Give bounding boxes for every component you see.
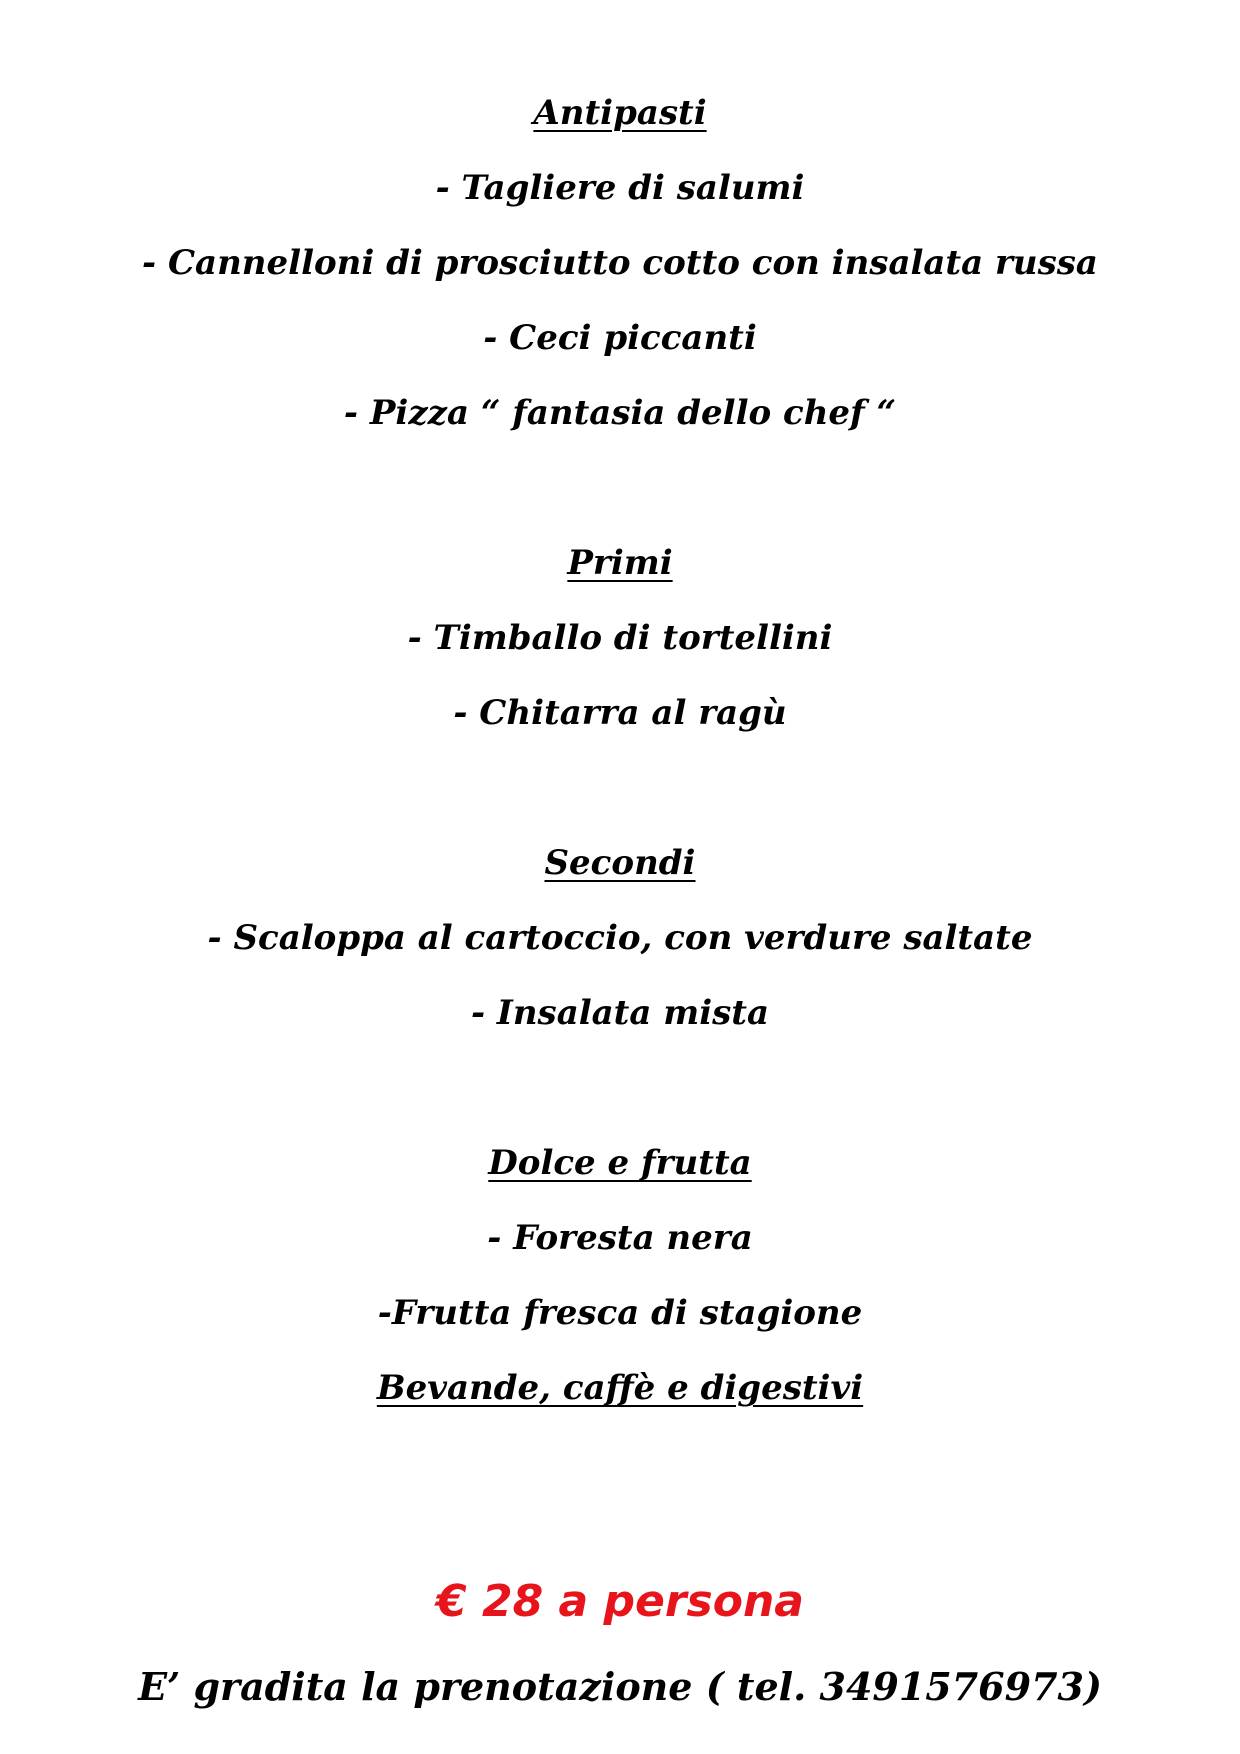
menu-item: - Cannelloni di prosciutto cotto con insalata russa	[142, 243, 1098, 283]
reservation-contact: E’ gradita la prenotazione ( tel. 3491576973)	[138, 1664, 1102, 1709]
section-title-bevande: Bevande, caffè e digestivi	[376, 1368, 864, 1408]
section-title-primi: Primi	[567, 543, 673, 583]
menu-item: - Timballo di tortellini	[407, 618, 833, 658]
section-title-secondi: Secondi	[544, 843, 696, 883]
section-title-antipasti: Antipasti	[533, 93, 707, 133]
menu-item: - Ceci piccanti	[483, 318, 757, 358]
menu-item: - Pizza “ fantasia dello chef “	[343, 393, 897, 433]
section-title-dolce: Dolce e frutta	[488, 1143, 752, 1183]
price-per-person: € 28 a persona	[436, 1576, 804, 1627]
menu-item: - Tagliere di salumi	[435, 168, 805, 208]
menu-item: -Frutta fresca di stagione	[377, 1293, 863, 1333]
menu-item: - Scaloppa al cartoccio, con verdure saltate	[207, 918, 1033, 958]
menu-item: - Chitarra al ragù	[453, 693, 787, 733]
menu-item: - Insalata mista	[470, 993, 770, 1033]
menu-item: - Foresta nera	[487, 1218, 753, 1258]
